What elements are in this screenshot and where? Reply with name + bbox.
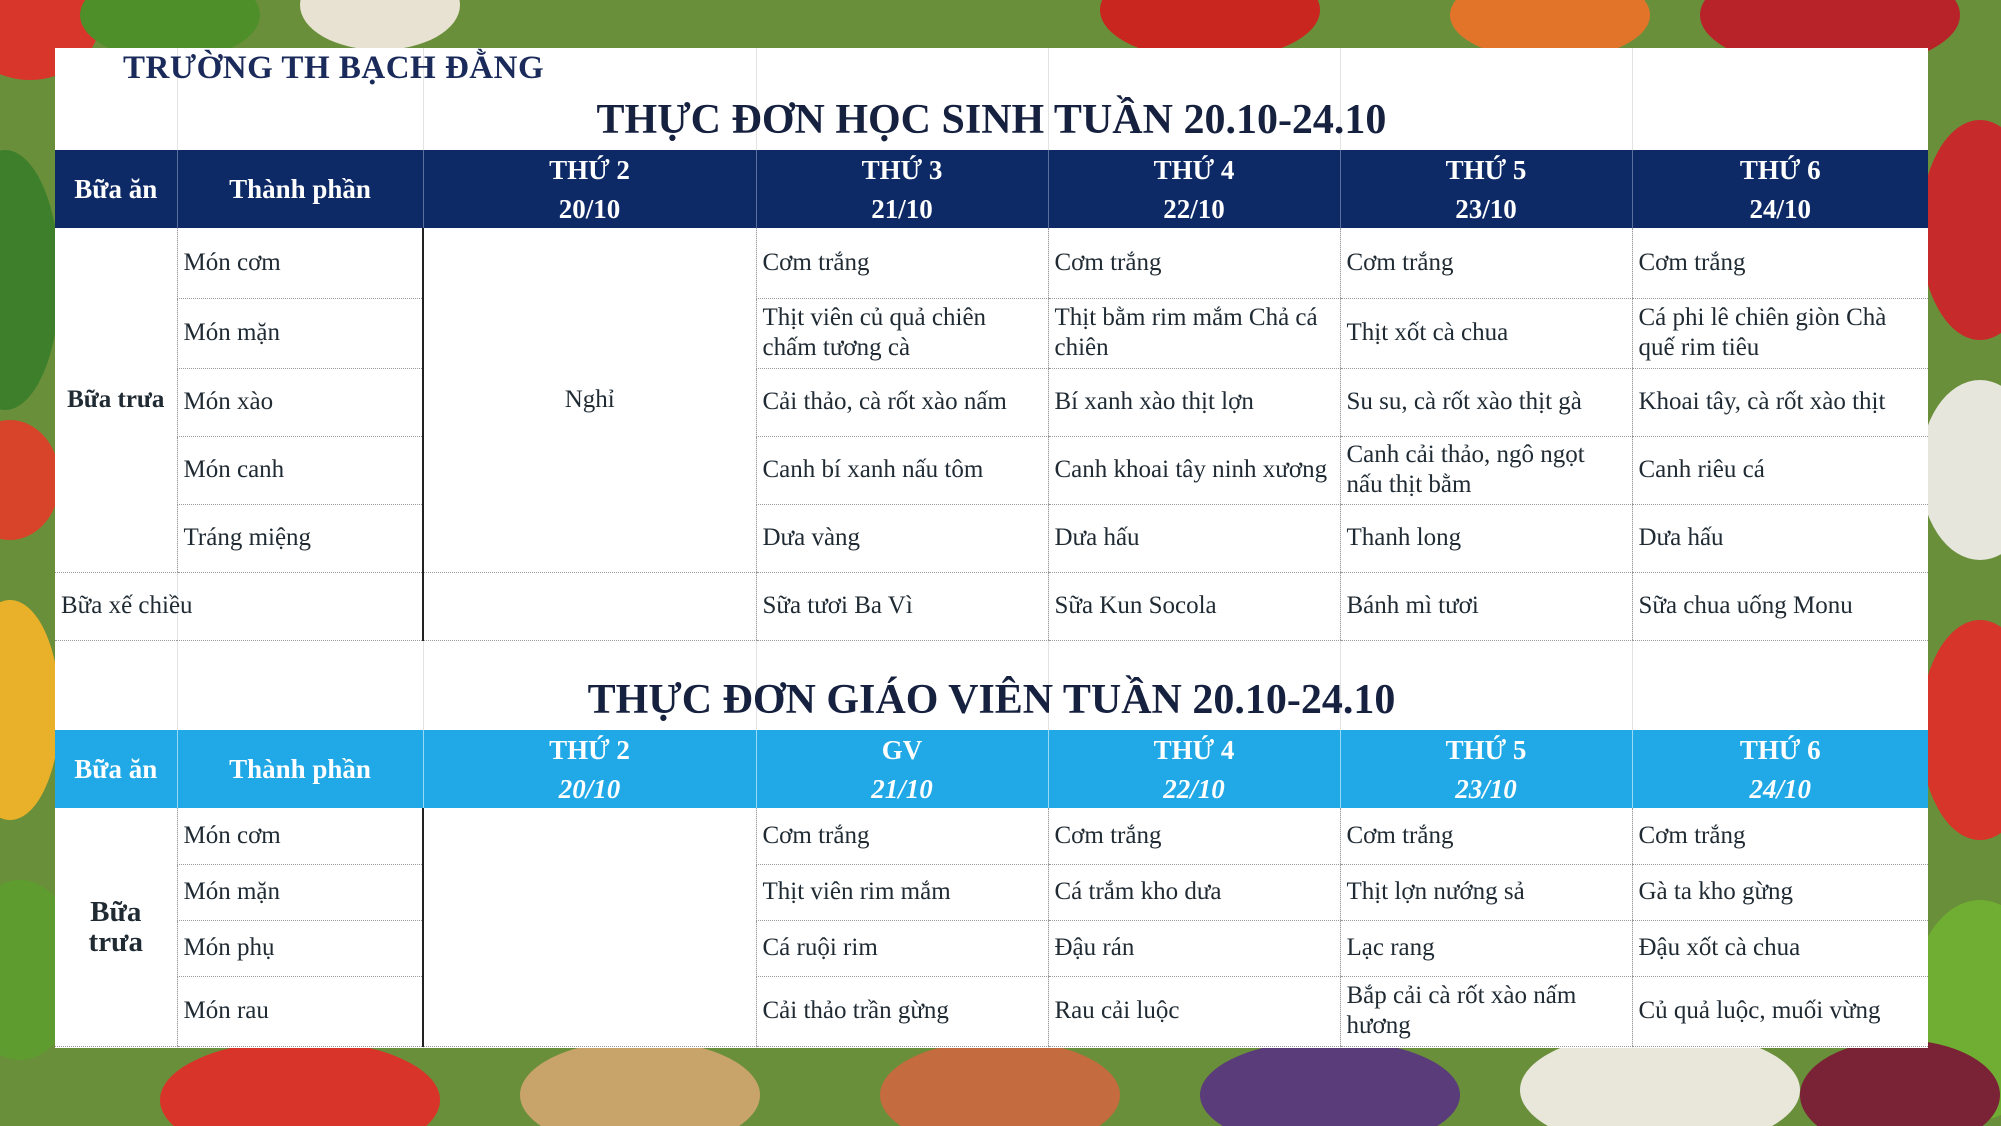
menu-cell: Cải thảo, cà rốt xào nấm (756, 368, 1048, 436)
menu-cell: Su su, cà rốt xào thịt gà (1340, 368, 1632, 436)
menu-cell: Canh cải thảo, ngô ngọt nấu thịt bằm (1340, 436, 1632, 504)
component-cell: Món cơm (177, 228, 423, 298)
menu-cell: Dưa hấu (1632, 504, 1928, 572)
table-row (55, 864, 1928, 920)
day-header: THỨ 4 (1048, 730, 1340, 770)
day-header: THỨ 5 (1340, 730, 1632, 770)
menu-cell: Cơm trắng (756, 808, 1048, 864)
component-cell: Món mặn (177, 864, 423, 920)
menu-cell: Cơm trắng (1340, 228, 1632, 298)
menu-cell: Bánh mì tươi (1340, 572, 1632, 640)
component-cell: Món mặn (177, 298, 423, 368)
date-header: 20/10 (423, 190, 756, 228)
school-name: TRƯỜNG TH BẠCH ĐẰNG (123, 50, 545, 86)
day-header: THỨ 6 (1632, 730, 1928, 770)
menu-cell: Canh bí xanh nấu tôm (756, 436, 1048, 504)
menu-cell: Cải thảo trần gừng (756, 976, 1048, 1046)
day-header: THỨ 2 (423, 150, 756, 190)
date-header: 23/10 (1340, 770, 1632, 808)
menu-cell (423, 572, 756, 640)
menu-cell: Thịt xốt cà chua (1340, 298, 1632, 368)
menu-cell: Củ quả luộc, muối vừng (1632, 976, 1928, 1046)
monday-rest-note: Nghỉ (423, 228, 756, 572)
table-row (55, 976, 1928, 1046)
date-header: 20/10 (423, 770, 756, 808)
menu-cell: Canh riêu cá (1632, 436, 1928, 504)
teacher-menu-table (55, 730, 1928, 1047)
menu-cell: Thịt bằm rim mắm Chả cá chiên (1048, 298, 1340, 368)
menu-cell: Cá trắm kho dưa (1048, 864, 1340, 920)
date-header: 23/10 (1340, 190, 1632, 228)
table-row (55, 368, 1928, 436)
component-cell: Tráng miệng (177, 504, 423, 572)
menu-cell: Cơm trắng (1632, 808, 1928, 864)
lunch-label: Bữa trưa (55, 808, 177, 1046)
day-header: THỨ 5 (1340, 150, 1632, 190)
day-header: THỨ 3 (756, 150, 1048, 190)
table-row (55, 436, 1928, 504)
day-header: THỨ 2 (423, 730, 756, 770)
component-cell: Món phụ (177, 920, 423, 976)
menu-cell: Cá ruội rim (756, 920, 1048, 976)
menu-cell: Dưa vàng (756, 504, 1048, 572)
date-header: 21/10 (756, 190, 1048, 228)
component-cell: Món cơm (177, 808, 423, 864)
menu-cell: Đậu xốt cà chua (1632, 920, 1928, 976)
date-header: 24/10 (1632, 770, 1928, 808)
menu-cell: Thịt lợn nướng sả (1340, 864, 1632, 920)
table-row (55, 504, 1928, 572)
table-row (55, 298, 1928, 368)
menu-cell: Cơm trắng (1048, 228, 1340, 298)
component-header: Thành phần (177, 150, 423, 228)
menu-cell: Sữa chua uống Monu (1632, 572, 1928, 640)
date-header: 22/10 (1048, 770, 1340, 808)
component-cell: Món xào (177, 368, 423, 436)
menu-cell: Sữa tươi Ba Vì (756, 572, 1048, 640)
day-header: GV (756, 730, 1048, 770)
menu-cell: Khoai tây, cà rốt xào thịt (1632, 368, 1928, 436)
student-menu-table (55, 150, 1928, 641)
snack-label: Bữa xế chiều (55, 572, 423, 640)
meal-header: Bữa ăn (55, 150, 177, 228)
component-cell: Món canh (177, 436, 423, 504)
menu-cell: Dưa hấu (1048, 504, 1340, 572)
menu-cell: Bí xanh xào thịt lợn (1048, 368, 1340, 436)
menu-cell: Thịt viên củ quả chiên chấm tương cà (756, 298, 1048, 368)
table-row (55, 228, 1928, 298)
date-header: 21/10 (756, 770, 1048, 808)
menu-cell: Rau cải luộc (1048, 976, 1340, 1046)
day-header: THỨ 6 (1632, 150, 1928, 190)
date-header: 22/10 (1048, 190, 1340, 228)
menu-cell: Lạc rang (1340, 920, 1632, 976)
day-header: THỨ 4 (1048, 150, 1340, 190)
menu-cell: Bắp cải cà rốt xào nấm hương (1340, 976, 1632, 1046)
menu-cell: Thịt viên rim mắm (756, 864, 1048, 920)
table-row (55, 808, 1928, 864)
menu-cell: Sữa Kun Socola (1048, 572, 1340, 640)
menu-sheet (55, 48, 1928, 1048)
teacher-menu-title: THỰC ĐƠN GIÁO VIÊN TUẦN 20.10-24.10 (587, 677, 1396, 723)
menu-cell: Thanh long (1340, 504, 1632, 572)
component-header: Thành phần (177, 730, 423, 808)
menu-cell: Gà ta kho gừng (1632, 864, 1928, 920)
menu-cell (423, 808, 756, 1046)
table-row (55, 920, 1928, 976)
component-cell: Món rau (177, 976, 423, 1046)
menu-cell: Đậu rán (1048, 920, 1340, 976)
menu-cell: Cơm trắng (1632, 228, 1928, 298)
menu-cell: Canh khoai tây ninh xương (1048, 436, 1340, 504)
table-row (55, 572, 1928, 640)
menu-cell: Cơm trắng (1048, 808, 1340, 864)
menu-cell: Cá phi lê chiên giòn Chà quế rim tiêu (1632, 298, 1928, 368)
menu-cell: Cơm trắng (1340, 808, 1632, 864)
lunch-label: Bữa trưa (55, 228, 177, 572)
student-menu-title: THỰC ĐƠN HỌC SINH TUẦN 20.10-24.10 (596, 97, 1387, 143)
meal-header: Bữa ăn (55, 730, 177, 808)
menu-cell: Cơm trắng (756, 228, 1048, 298)
date-header: 24/10 (1632, 190, 1928, 228)
